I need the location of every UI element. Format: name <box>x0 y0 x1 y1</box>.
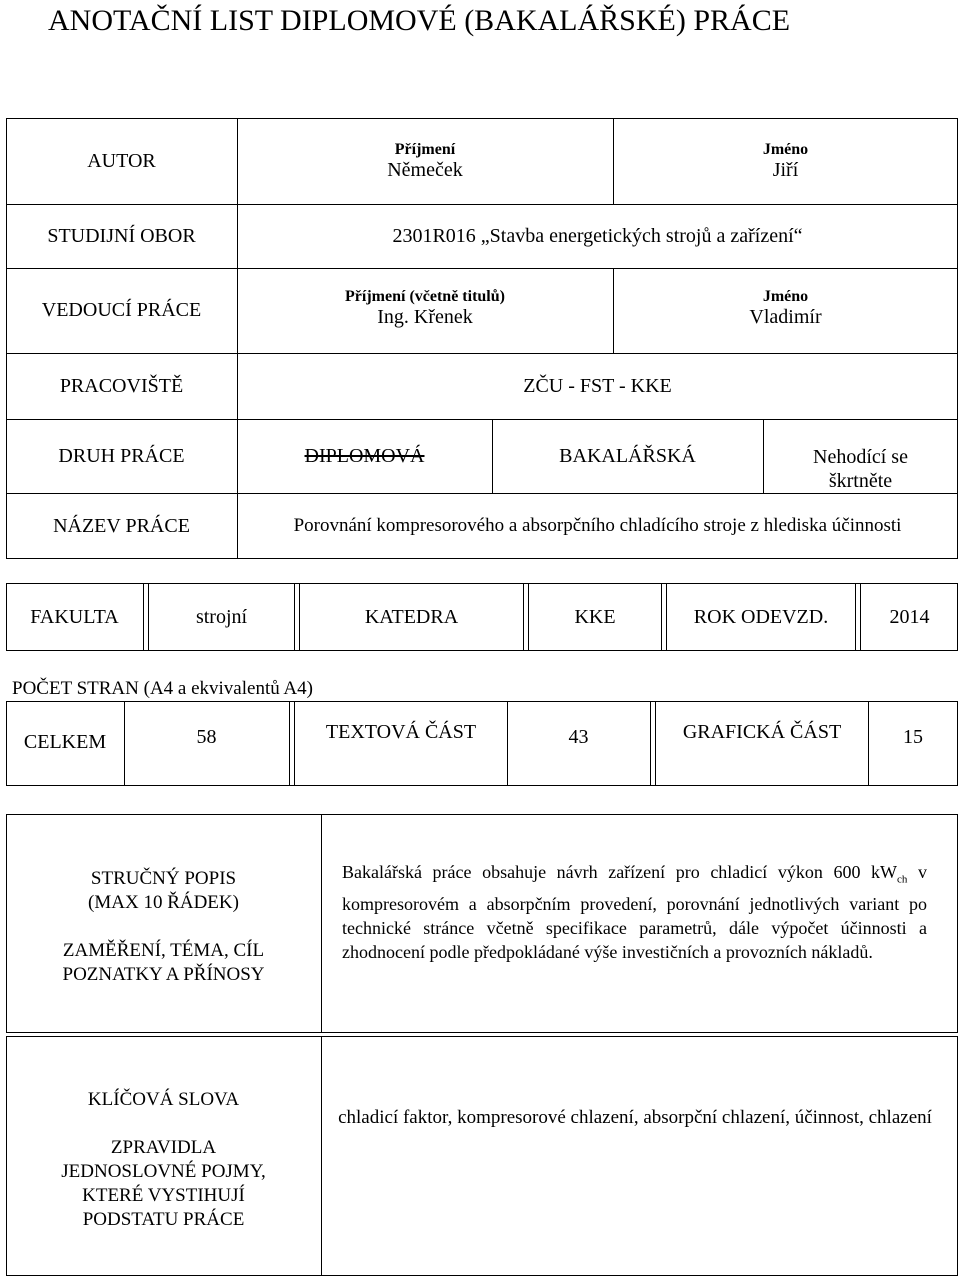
faculty-label: FAKULTA <box>30 605 119 628</box>
pages-total-label: CELKEM <box>23 731 107 753</box>
workplace-value: ZČU - FST - KKE <box>523 374 672 397</box>
supervisor-surname-label: Příjmení (včetně titulů) <box>345 288 505 305</box>
faculty-value: strojní <box>195 605 248 628</box>
keywords-label-3: JEDNOSLOVNÉ POJMY, <box>61 1161 266 1182</box>
page-title: ANOTAČNÍ LIST DIPLOMOVÉ (BAKALÁŘSKÉ) PRÁCE <box>48 4 791 37</box>
keywords-label-2: ZPRAVIDLA <box>110 1137 217 1158</box>
author-label: AUTOR <box>87 149 156 172</box>
description-label-3: ZAMĚŘENÍ, TÉMA, CÍL <box>62 939 265 961</box>
department-value: KKE <box>574 605 616 628</box>
pages-graphic-label: GRAFICKÁ ČÁST <box>682 721 842 743</box>
pages-total-value: 58 <box>196 726 217 748</box>
keywords-label-4: KTERÉ VYSTIHUJÍ <box>82 1185 245 1206</box>
supervisor-label: VEDOUCÍ PRÁCE <box>41 299 202 321</box>
study-field-value: 2301R016 „Stavba energetických strojů a zařízení“ <box>392 224 803 247</box>
description-label-1: STRUČNÝ POPIS <box>90 867 237 889</box>
keywords-value: chladicí faktor, kompresorové chlazení, absorpční chlazení, účinnost, chlazení <box>338 1107 932 1128</box>
author-name-label: Jméno <box>762 140 809 158</box>
year-label: ROK ODEVZD. <box>693 605 829 628</box>
description-label-4: POZNATKY A PŘÍNOSY <box>62 963 265 985</box>
supervisor-name-label: Jméno <box>762 288 809 305</box>
year-value: 2014 <box>889 605 930 628</box>
workplace-label: PRACOVIŠTĚ <box>59 374 184 397</box>
author-surname-label: Příjmení <box>394 140 456 158</box>
work-type-label: DRUH PRÁCE <box>58 445 185 467</box>
pages-text-value: 43 <box>568 726 589 748</box>
work-type-bachelor: BAKALÁŘSKÁ <box>559 445 696 467</box>
study-field-label: STUDIJNÍ OBOR <box>47 224 196 247</box>
author-surname: Němeček <box>387 158 463 181</box>
supervisor-surname: Ing. Křenek <box>377 306 473 328</box>
work-type-note-1: Nehodící se <box>813 446 908 468</box>
work-type-note-2: škrtněte <box>828 470 893 492</box>
supervisor-name: Vladimír <box>749 306 822 328</box>
author-name: Jiří <box>772 158 799 181</box>
keywords-label-1: KLÍČOVÁ SLOVA <box>87 1089 240 1110</box>
description-label-2: (MAX 10 ŘÁDEK) <box>88 891 239 913</box>
work-type-diploma: DIPLOMOVÁ <box>304 445 425 467</box>
description-text: Bakalářská práce obsahuje návrh zařízení pro chladicí výkon 600 $kW_{ch}$ v kompresorovém a absorpčním provedení, porovnání jednotlivých variant po technické stránce včetně specifikace parametrů, dále výpočet účinnosti a zhodnocení podle předpokládané výše investičních a provozních nákladů. <box>342 862 928 962</box>
pages-graphic-value: 15 <box>903 726 923 748</box>
keywords-label-5: PODSTATU PRÁCE <box>82 1209 245 1230</box>
department-label: KATEDRA <box>364 605 459 628</box>
work-title-label: NÁZEV PRÁCE <box>53 514 190 537</box>
work-title-value: Porovnání kompresorového a absorpčního chladícího stroje z hlediska účinnosti <box>293 515 902 536</box>
pages-section-title: POČET STRAN (A4 a ekvivalentů A4) <box>12 678 313 699</box>
pages-text-label: TEXTOVÁ ČÁST <box>325 721 477 743</box>
